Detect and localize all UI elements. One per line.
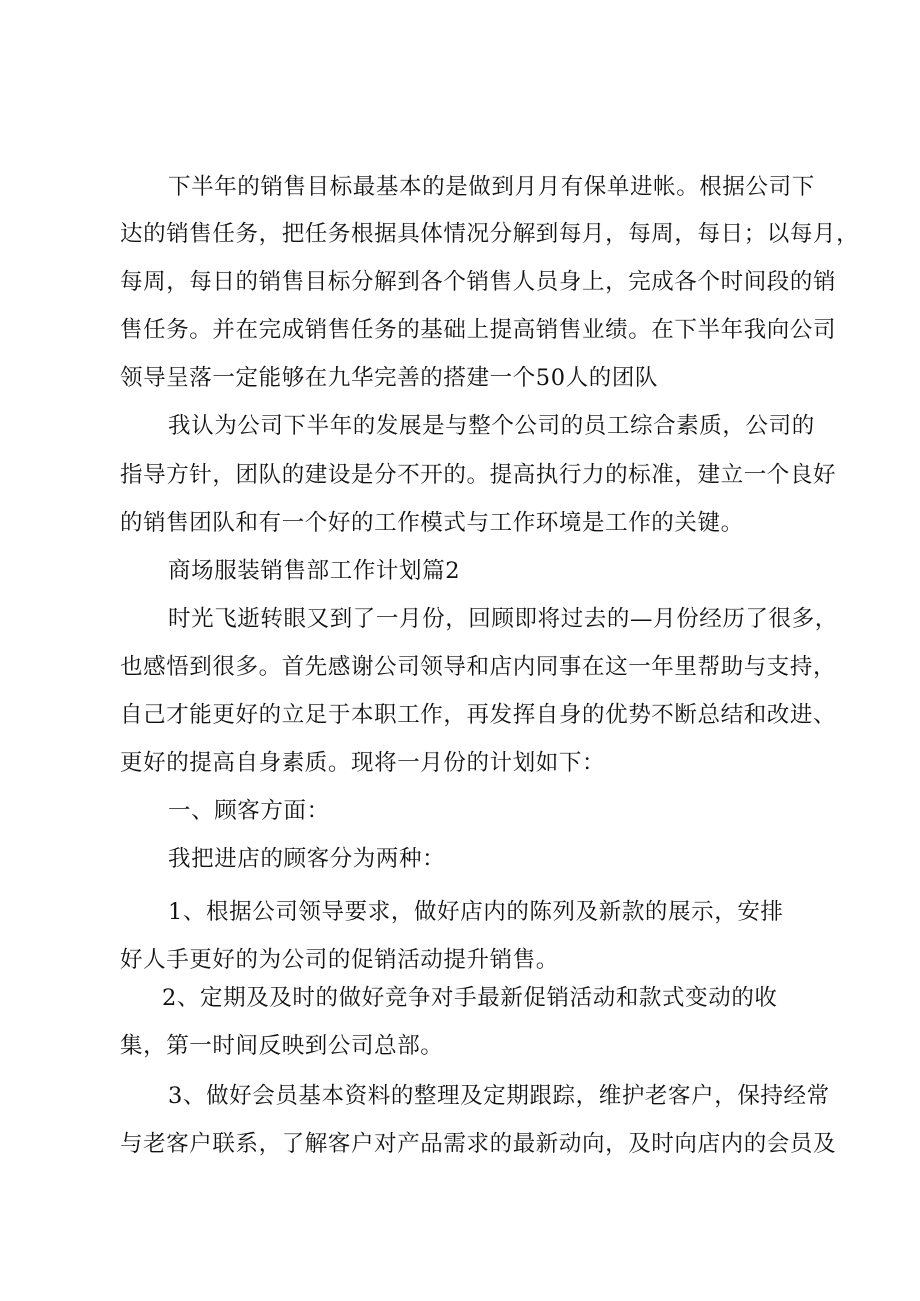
list-item-line: 好人手更好的为公司的促销活动提升销售。	[120, 947, 559, 973]
list-item-line: 3、做好会员基本资料的整理及定期跟踪，维护老客户，保持经常	[168, 1083, 830, 1109]
paragraph-line: 时光飞逝转眼又到了一月份，回顾即将过去的—月份经历了很多，	[168, 606, 838, 632]
list-item-line: 2、定期及及时的做好竞争对手最新促销活动和款式变动的收	[162, 985, 778, 1011]
paragraph-line: 每周，每日的销售目标分解到各个销售人员身上，完成各个时间段的销	[120, 269, 837, 295]
paragraph-line: 更好的提高自身素质。现将一月份的计划如下：	[120, 750, 606, 776]
paragraph-line: 我认为公司下半年的发展是与整个公司的员工综合素质，公司的	[168, 413, 815, 439]
list-item-line: 集，第一时间反映到公司总部。	[120, 1033, 444, 1059]
paragraph-line: 售任务。并在完成销售任务的基础上提高销售业绩。在下半年我向公司	[120, 317, 837, 343]
paragraph-line: 下半年的销售目标最基本的是做到月月有保单进帐。根据公司下	[168, 174, 815, 200]
paragraph-line: 自己才能更好的立足于本职工作，再发挥自身的优势不断总结和改进、	[120, 702, 837, 728]
paragraph-line: 达的销售任务，把任务根据具体情况分解到每月，每周，每日；以每月，	[120, 221, 860, 247]
section-heading: 商场服装销售部工作计划篇2	[168, 558, 461, 584]
paragraph-line: 我把进店的顾客分为两种：	[168, 846, 446, 872]
paragraph-line: 指导方针，团队的建设是分不开的。提高执行力的标准，建立一个良好	[120, 462, 837, 488]
subheading: 一、顾客方面：	[168, 798, 330, 824]
list-item-line: 1、根据公司领导要求，做好店内的陈列及新款的展示，安排	[168, 899, 784, 925]
paragraph-line: 领导呈落一定能够在九华完善的搭建一个50人的团队	[120, 365, 659, 391]
paragraph-line: 也感悟到很多。首先感谢公司领导和店内同事在这一年里帮助与支持，	[120, 654, 837, 680]
paragraph-line: 的销售团队和有一个好的工作模式与工作环境是工作的关键。	[120, 510, 744, 536]
list-item-line: 与老客户联系，了解客户对产品需求的最新动向，及时向店内的会员及	[120, 1131, 837, 1157]
